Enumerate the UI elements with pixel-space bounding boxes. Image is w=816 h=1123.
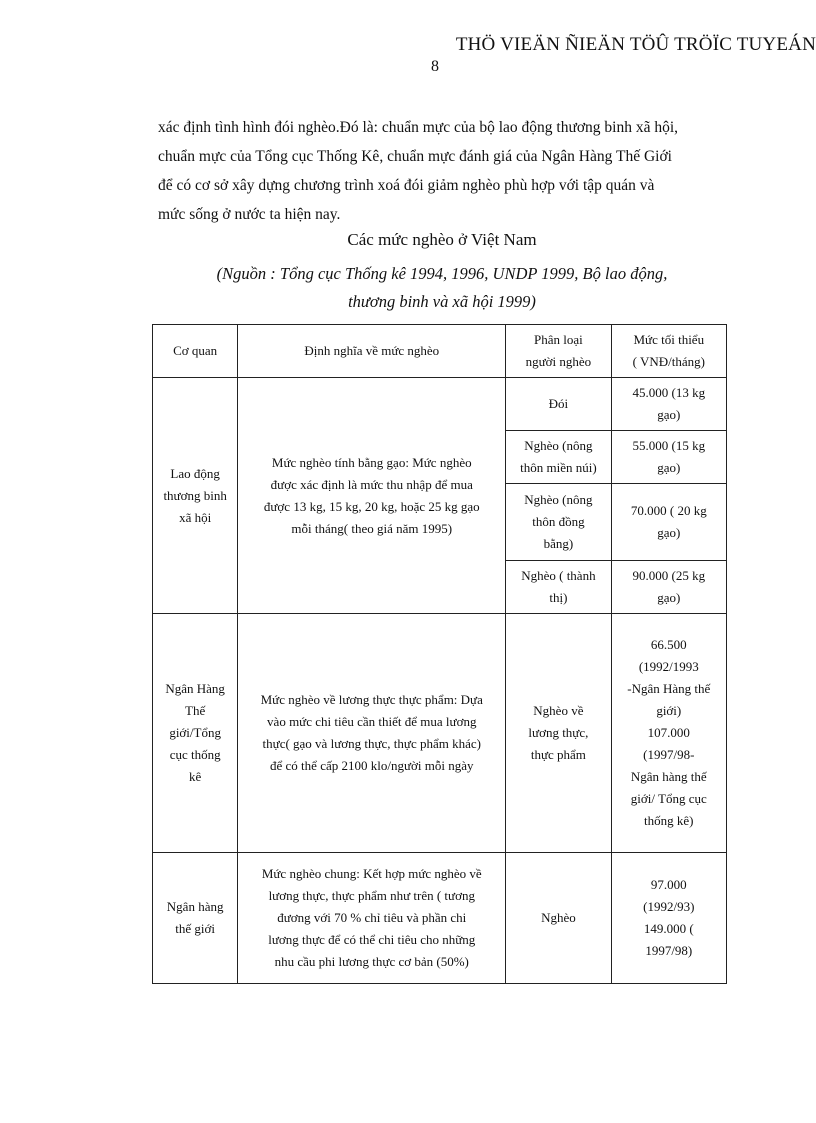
agency-cell: [153, 614, 238, 853]
minimum-line: 66.500: [650, 637, 687, 652]
header-classification-line: người nghèo: [525, 354, 592, 369]
table-row: [153, 378, 727, 431]
classification-line: thôn đồng: [532, 514, 585, 529]
paragraph-line: để có cơ sở xây dựng chương trình xoá đói giảm nghèo phù hợp với tập quán và: [158, 177, 655, 194]
minimum-line: (1992/93): [643, 899, 695, 914]
header-definition: Định nghĩa về mức nghèo: [238, 325, 506, 378]
definition-cell: [238, 378, 506, 614]
table-source: [158, 260, 726, 316]
paragraph-line: mức sống ở nước ta hiện nay.: [158, 206, 341, 223]
agency-line: Thế: [185, 703, 206, 718]
body-paragraph: [158, 113, 718, 229]
table-header-row: [153, 325, 727, 378]
minimum-cell: [611, 431, 726, 484]
header-minimum-line: Mức tối thiểu: [633, 332, 705, 347]
agency-line: Ngân hàng: [166, 899, 224, 914]
minimum-line: gạo): [657, 460, 681, 475]
definition-line: được 13 kg, 15 kg, 20 kg, hoặc 25 kg gạo: [263, 498, 480, 514]
agency-line: kê: [189, 769, 202, 784]
definition-line: Mức nghèo chung: Kết hợp mức nghèo về: [261, 866, 482, 881]
agency-cell: [153, 853, 238, 984]
classification-line: Nghèo ( thành: [521, 568, 596, 583]
minimum-line: gạo): [657, 590, 681, 605]
definition-line: được xác định là mức thu nhập để mua: [270, 476, 473, 492]
agency-line: thương binh: [163, 487, 227, 503]
table-source-line: thương binh và xã hội 1999): [348, 292, 536, 311]
minimum-line: 55.000 (15 kg: [632, 438, 706, 453]
paragraph-line: chuẩn mực của Tổng cục Thống Kê, chuẩn mực đánh giá của Ngân Hàng Thế Giới: [158, 148, 672, 165]
definition-line: để có thể cấp 2100 klo/người mỗi ngày: [270, 758, 474, 773]
header-classification: [506, 325, 611, 378]
classification-line: thôn miền núi): [520, 460, 597, 475]
classification-cell: [506, 614, 611, 853]
definition-line: thực( gạo và lương thực, thực phẩm khác): [262, 736, 481, 751]
header-minimum: [611, 325, 726, 378]
definition-cell: [238, 853, 506, 984]
classification-line: thực phẩm: [530, 747, 586, 762]
definition-line: Mức nghèo tính bằng gạo: Mức nghèo: [271, 454, 472, 470]
classification-line: Đói: [548, 396, 569, 411]
header-minimum-line: ( VNĐ/tháng): [632, 354, 705, 369]
minimum-line: giới/ Tổng cục: [630, 791, 707, 806]
minimum-line: gạo): [657, 525, 681, 540]
agency-cell: [153, 378, 238, 614]
agency-line: Lao động: [170, 465, 220, 481]
agency-line: cục thống: [169, 747, 221, 762]
agency-line: thế giới: [175, 921, 216, 936]
minimum-line: (1997/98-: [643, 747, 695, 762]
table-row: [153, 853, 727, 984]
site-header: THÖ VIEÄN ÑIEÄN TÖÛ TRÖÏC TUYEÁN: [455, 34, 816, 55]
classification-cell: [506, 484, 611, 561]
classification-line: lương thực,: [528, 725, 589, 740]
minimum-line: 45.000 (13 kg: [632, 385, 706, 400]
minimum-cell: [611, 378, 726, 431]
minimum-line: 97.000: [650, 877, 687, 892]
definition-line: Mức nghèo về lương thực thực phẩm: Dựa: [260, 692, 483, 707]
header-classification-line: Phân loại: [534, 332, 583, 347]
classification-cell: [506, 853, 611, 984]
classification-cell: [506, 431, 611, 484]
definition-line: mỗi tháng( theo giá năm 1995): [291, 520, 453, 536]
minimum-line: 70.000 ( 20 kg: [630, 503, 707, 518]
minimum-line: 90.000 (25 kg: [632, 568, 706, 583]
definition-cell: [238, 614, 506, 853]
minimum-line: (1992/1993: [638, 659, 699, 674]
classification-line: Nghèo (nông: [524, 438, 593, 453]
classification-line: Nghèo (nông: [524, 492, 593, 507]
definition-line: lương thực, thực phẩm như trên ( tương: [268, 888, 475, 903]
minimum-line: 107.000: [647, 725, 690, 740]
minimum-line: 149.000 (: [643, 921, 694, 936]
table-row: [153, 614, 727, 853]
minimum-line: 1997/98): [645, 943, 693, 958]
classification-cell: [506, 561, 611, 614]
minimum-cell: [611, 561, 726, 614]
definition-line: đương với 70 % chỉ tiêu và phần chi: [277, 910, 467, 925]
agency-line: giới/Tổng: [169, 725, 221, 740]
minimum-line: Ngân hàng thế: [630, 769, 707, 784]
paragraph-line: xác định tình hình đói nghèo.Đó là: chuẩn mực của bộ lao động thương binh xã hội,: [158, 119, 679, 136]
minimum-cell: [611, 853, 726, 984]
classification-line: bằng): [543, 536, 574, 551]
minimum-line: -Ngân Hàng thế: [627, 681, 711, 696]
agency-line: Ngân Hàng: [165, 681, 225, 696]
header-agency: Cơ quan: [153, 325, 238, 378]
page-number: 8: [431, 58, 439, 75]
poverty-levels-table: [152, 324, 727, 984]
table-title: Các mức nghèo ở Việt Nam: [347, 230, 537, 249]
definition-line: lương thực để có thể chi tiêu cho những: [268, 932, 476, 947]
classification-line: Nghèo: [541, 910, 576, 925]
table-source-line: (Nguồn : Tổng cục Thống kê 1994, 1996, UNDP 1999, Bộ lao động,: [216, 264, 668, 283]
classification-line: thị): [549, 590, 568, 605]
definition-line: nhu cầu phi lương thực cơ bản (50%): [274, 954, 469, 969]
minimum-cell: [611, 614, 726, 853]
minimum-line: thống kê): [644, 813, 694, 828]
minimum-cell: [611, 484, 726, 561]
classification-line: Nghèo về: [533, 703, 584, 718]
definition-line: vào mức chi tiêu cần thiết để mua lương: [267, 714, 477, 729]
minimum-line: gạo): [657, 407, 681, 422]
agency-line: xã hội: [179, 509, 212, 525]
classification-cell: [506, 378, 611, 431]
minimum-line: giới): [656, 703, 682, 718]
